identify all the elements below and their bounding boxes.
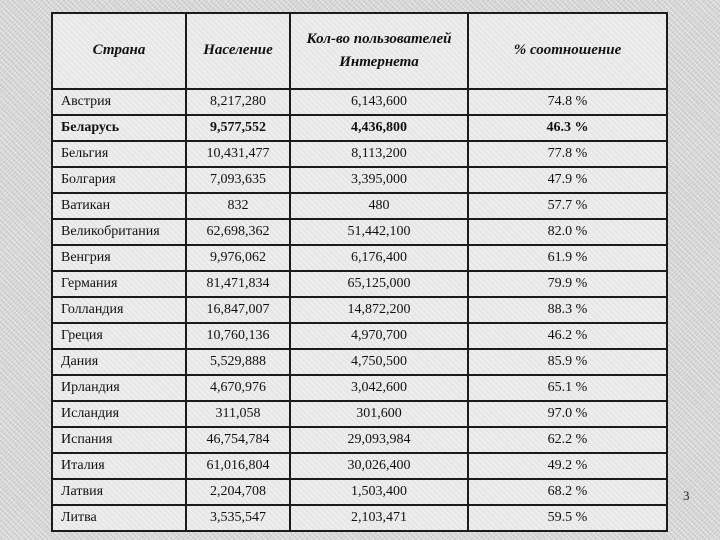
ratio-cell: 68.2 % xyxy=(468,479,667,505)
table-row xyxy=(52,427,667,453)
table-row xyxy=(52,141,667,167)
country-cell: Беларусь xyxy=(52,115,186,141)
table-row xyxy=(52,479,667,505)
country-cell: Ирландия xyxy=(52,375,186,401)
country-cell: Испания xyxy=(52,427,186,453)
table-row xyxy=(52,401,667,427)
table-row xyxy=(52,167,667,193)
table-row xyxy=(52,375,667,401)
ratio-cell: 97.0 % xyxy=(468,401,667,427)
table-row xyxy=(52,271,667,297)
internet-users-cell: 1,503,400 xyxy=(290,479,468,505)
table-row xyxy=(52,297,667,323)
ratio-cell: 62.2 % xyxy=(468,427,667,453)
header-row xyxy=(52,13,667,89)
country-cell: Италия xyxy=(52,453,186,479)
country-cell: Латвия xyxy=(52,479,186,505)
ratio-cell: 61.9 % xyxy=(468,245,667,271)
country-cell: Ватикан xyxy=(52,193,186,219)
population-cell: 311,058 xyxy=(186,401,290,427)
ratio-cell: 77.8 % xyxy=(468,141,667,167)
internet-users-cell: 29,093,984 xyxy=(290,427,468,453)
internet-users-cell: 3,042,600 xyxy=(290,375,468,401)
ratio-cell: 46.2 % xyxy=(468,323,667,349)
table-row xyxy=(52,323,667,349)
population-cell: 2,204,708 xyxy=(186,479,290,505)
table-row xyxy=(52,505,667,531)
ratio-cell: 88.3 % xyxy=(468,297,667,323)
country-cell: Великобритания xyxy=(52,219,186,245)
internet-users-cell: 4,970,700 xyxy=(290,323,468,349)
ratio-cell: 85.9 % xyxy=(468,349,667,375)
column-header: % соотношение xyxy=(468,13,667,89)
ratio-cell: 82.0 % xyxy=(468,219,667,245)
population-cell: 8,217,280 xyxy=(186,89,290,115)
ratio-cell: 74.8 % xyxy=(468,89,667,115)
column-header: Страна xyxy=(52,13,186,89)
internet-users-cell: 65,125,000 xyxy=(290,271,468,297)
population-cell: 9,976,062 xyxy=(186,245,290,271)
table-row xyxy=(52,115,667,141)
slide-page-number: 3 xyxy=(683,488,690,503)
population-cell: 16,847,007 xyxy=(186,297,290,323)
population-cell: 10,431,477 xyxy=(186,141,290,167)
population-cell: 81,471,834 xyxy=(186,271,290,297)
internet-users-cell: 6,143,600 xyxy=(290,89,468,115)
population-cell: 46,754,784 xyxy=(186,427,290,453)
table-row xyxy=(52,219,667,245)
country-cell: Болгария xyxy=(52,167,186,193)
ratio-cell: 79.9 % xyxy=(468,271,667,297)
country-internet-table xyxy=(51,12,668,532)
internet-users-cell: 4,750,500 xyxy=(290,349,468,375)
country-cell: Греция xyxy=(52,323,186,349)
internet-users-cell: 51,442,100 xyxy=(290,219,468,245)
internet-users-cell: 14,872,200 xyxy=(290,297,468,323)
internet-users-cell: 3,395,000 xyxy=(290,167,468,193)
table-row xyxy=(52,453,667,479)
ratio-cell: 59.5 % xyxy=(468,505,667,531)
population-cell: 10,760,136 xyxy=(186,323,290,349)
country-cell: Венгрия xyxy=(52,245,186,271)
internet-users-cell: 480 xyxy=(290,193,468,219)
population-cell: 9,577,552 xyxy=(186,115,290,141)
internet-users-cell: 8,113,200 xyxy=(290,141,468,167)
column-header: Население xyxy=(186,13,290,89)
column-header: Кол-во пользователей Интернета xyxy=(290,13,468,89)
population-cell: 832 xyxy=(186,193,290,219)
table-row xyxy=(52,89,667,115)
internet-users-cell: 4,436,800 xyxy=(290,115,468,141)
ratio-cell: 47.9 % xyxy=(468,167,667,193)
ratio-cell: 49.2 % xyxy=(468,453,667,479)
country-cell: Дания xyxy=(52,349,186,375)
ratio-cell: 65.1 % xyxy=(468,375,667,401)
internet-users-cell: 30,026,400 xyxy=(290,453,468,479)
population-cell: 4,670,976 xyxy=(186,375,290,401)
country-cell: Литва xyxy=(52,505,186,531)
ratio-cell: 57.7 % xyxy=(468,193,667,219)
ratio-cell: 46.3 % xyxy=(468,115,667,141)
internet-users-cell: 301,600 xyxy=(290,401,468,427)
table-row xyxy=(52,245,667,271)
country-cell: Бельгия xyxy=(52,141,186,167)
internet-users-cell: 6,176,400 xyxy=(290,245,468,271)
country-cell: Австрия xyxy=(52,89,186,115)
table-body xyxy=(52,89,667,531)
population-cell: 61,016,804 xyxy=(186,453,290,479)
table-row xyxy=(52,349,667,375)
table-row xyxy=(52,193,667,219)
internet-users-cell: 2,103,471 xyxy=(290,505,468,531)
country-cell: Германия xyxy=(52,271,186,297)
population-cell: 62,698,362 xyxy=(186,219,290,245)
population-cell: 7,093,635 xyxy=(186,167,290,193)
country-cell: Исландия xyxy=(52,401,186,427)
country-cell: Голландия xyxy=(52,297,186,323)
population-cell: 3,535,547 xyxy=(186,505,290,531)
population-cell: 5,529,888 xyxy=(186,349,290,375)
